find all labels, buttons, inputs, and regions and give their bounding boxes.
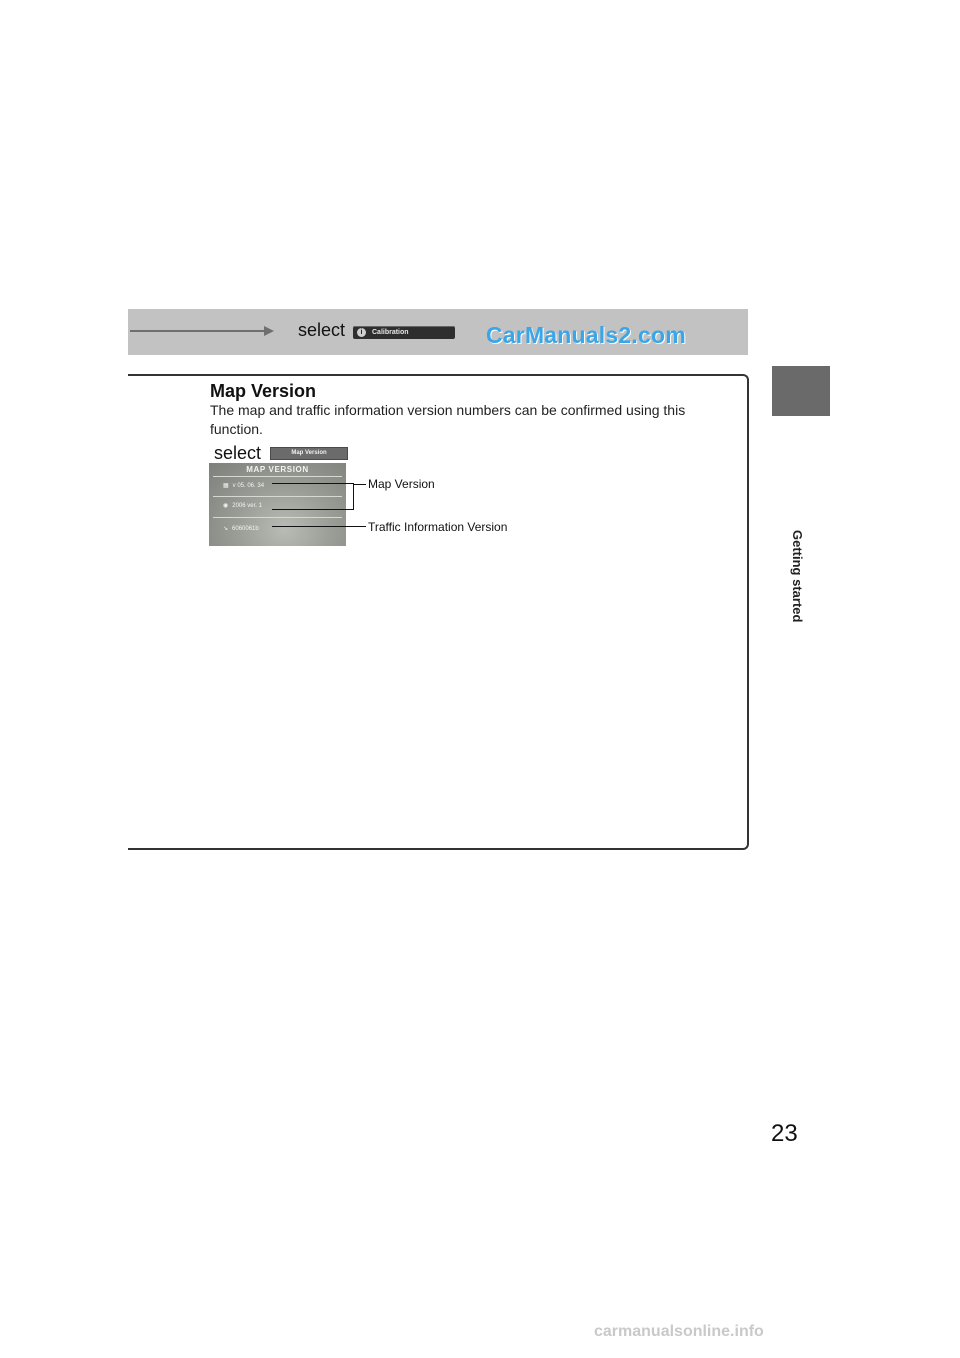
footer-watermark: carmanualsonline.info (594, 1323, 764, 1340)
screen-divider (213, 517, 342, 518)
arrow-right-icon (264, 326, 274, 336)
callout-line (272, 509, 354, 510)
callout-traffic-version: Traffic Information Version (368, 520, 508, 534)
traffic-icon: ↘ (223, 526, 229, 532)
screen-row-traffic-version: ↘ 6060061b (223, 526, 259, 532)
watermark-logo: CarManuals2.com (486, 322, 686, 348)
callout-line (272, 483, 354, 484)
callout-line (272, 526, 366, 527)
section-tab-label: Getting started (790, 530, 805, 623)
screen-row-map-version: ▦ v 05. 06. 34 (223, 483, 265, 489)
screen-divider (213, 476, 342, 477)
section-tab-marker (772, 366, 830, 416)
page-number: 23 (771, 1120, 798, 1147)
screen-title: MAP VERSION (246, 465, 309, 474)
info-icon: i (357, 328, 366, 337)
callout-bracket (353, 483, 354, 510)
section-description: The map and traffic information version numbers can be confirmed using this function. (210, 402, 686, 437)
callout-line (353, 484, 366, 485)
step-select-label: select (214, 443, 262, 463)
map-icon: ▦ (223, 483, 229, 489)
screen-row-data-version: ◉ 2006 ver. 1 (223, 503, 262, 509)
map-version-button-label: Map Version (291, 450, 327, 456)
banner-select-label: select (298, 320, 346, 340)
disc-icon: ◉ (223, 503, 229, 509)
arrow-line (130, 330, 266, 332)
callout-map-version: Map Version (368, 477, 435, 491)
section-tab (789, 424, 809, 623)
screen-divider (213, 496, 342, 497)
section-title: Map Version (210, 381, 317, 401)
map-version-screen (209, 463, 346, 546)
calibration-button-label: Calibration (372, 329, 409, 336)
